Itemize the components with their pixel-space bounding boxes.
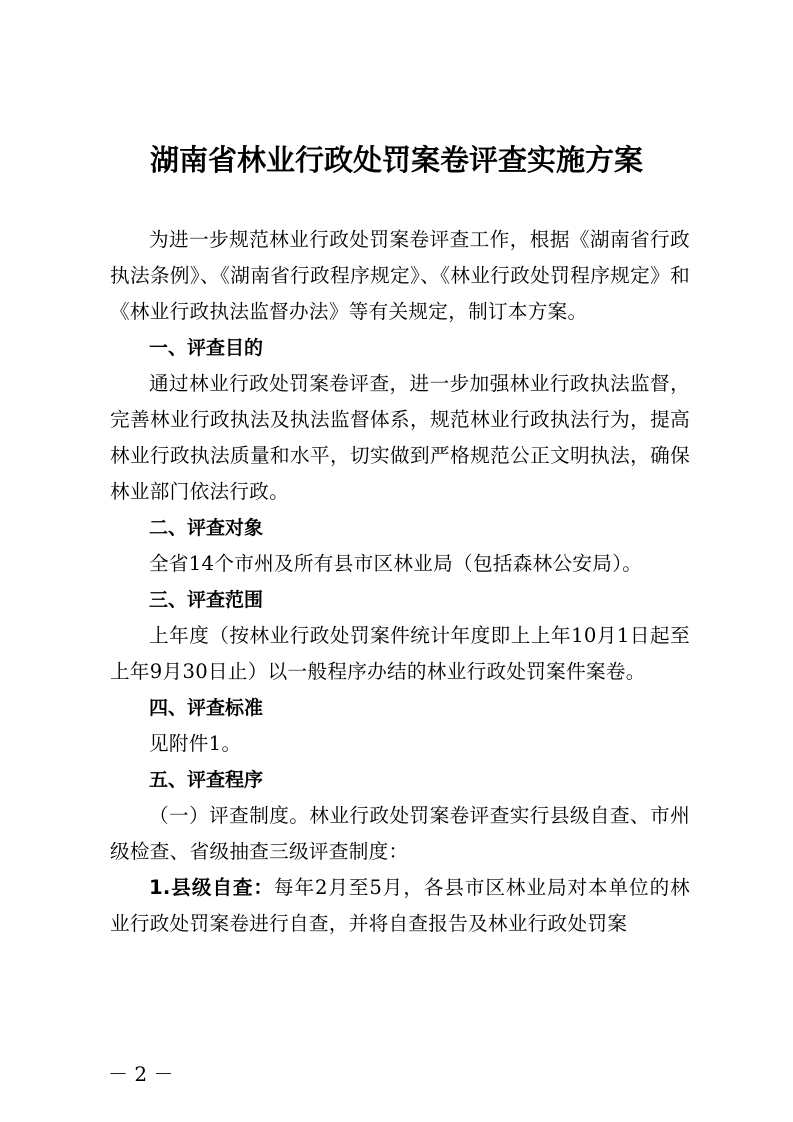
document-body: [110, 222, 690, 942]
subsection-1-text: 林业行政处罚案卷评查实行县级自查、市州级检查、省级抽查三级评查制度：: [110, 804, 690, 863]
section-4-text: 见附件1。: [149, 732, 242, 755]
item-1-lead: 1.县级自查：: [149, 876, 274, 899]
document-title: 湖南省林业行政处罚案卷评查实施方案: [149, 143, 643, 177]
page-number: － 2 －: [108, 1062, 174, 1086]
intro-paragraph: 为进一步规范林业行政处罚案卷评查工作，根据《湖南省行政执法条例》、《湖南省行政程序规定》、《林业行政处罚程序规定》和《林业行政执法监督办法》等有关规定，制订本方案。: [110, 228, 690, 323]
item-1-paragraph: [110, 870, 690, 942]
subsection-1-lead: （一）评查制度。: [149, 804, 310, 827]
section-1-text: 通过林业行政处罚案卷评查，进一步加强林业行政执法监督，完善林业行政执法及执法监督体系，规范林业行政执法行为，提高林业行政执法质量和水平，切实做到严格规范公正文明执法，确保林业部门依法行政。: [110, 372, 690, 503]
section-3-text: 上年度（按林业行政处罚案件统计年度即上上年10月1日起至上年9月30日止）以一般程序办结的林业行政处罚案件案卷。: [110, 624, 690, 683]
section-1-heading: 一、评查目的: [149, 337, 264, 359]
section-3-heading: 三、评查范围: [149, 589, 264, 611]
section-4-heading: 四、评查标准: [149, 697, 264, 719]
section-2-text: 全省14个市州及所有县市区林业局（包括森林公安局）。: [149, 552, 643, 575]
item-1-text: 每年2月至5月，各县市区林业局对本单位的林业行政处罚案卷进行自查，并将自查报告及林业行政处罚案: [110, 876, 690, 935]
section-2-heading: 二、评查对象: [149, 517, 264, 539]
subsection-1-paragraph: [110, 798, 690, 870]
section-5-heading: 五、评查程序: [149, 769, 264, 791]
